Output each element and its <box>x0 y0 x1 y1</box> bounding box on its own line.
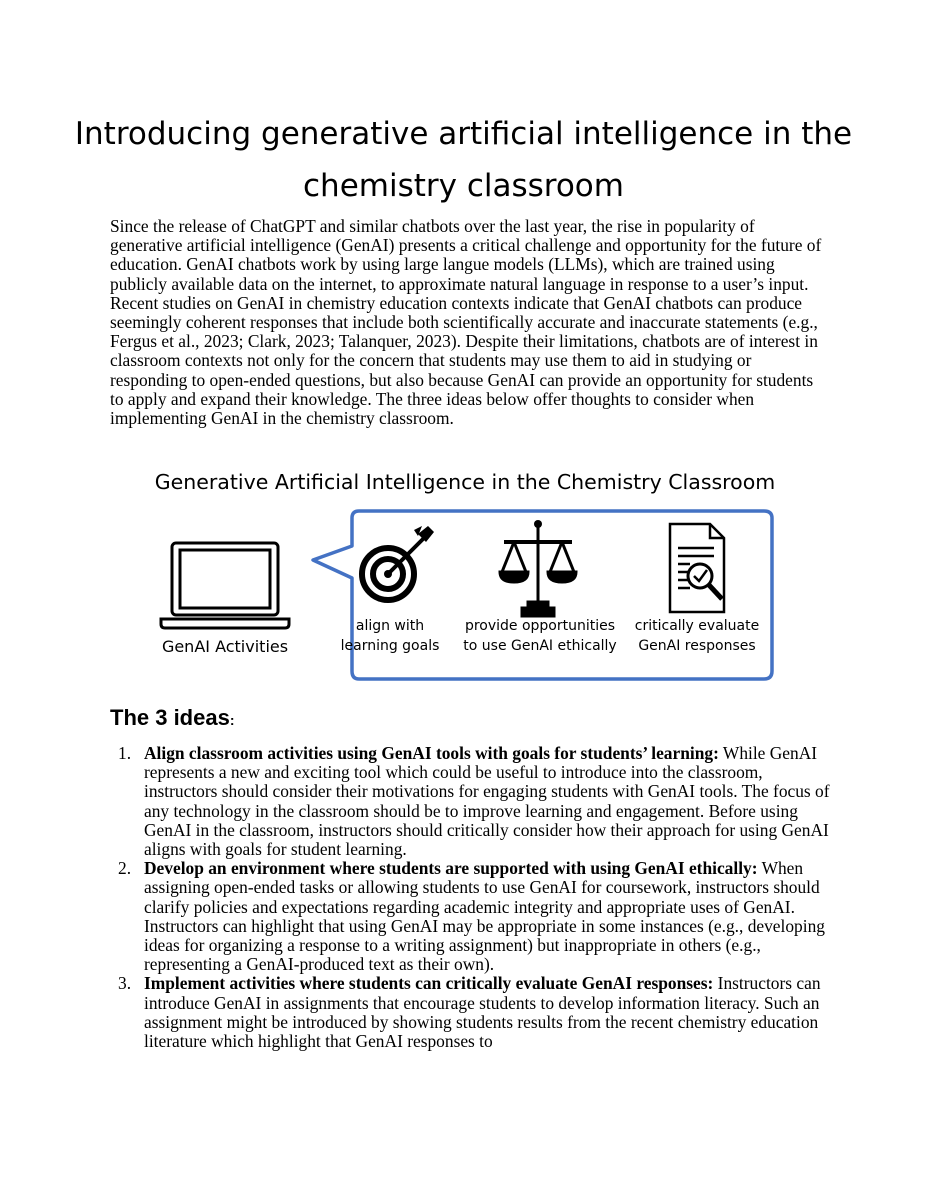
evaluate-label-line1: critically evaluate <box>634 618 760 634</box>
ethics-label <box>450 616 630 656</box>
list-item-text: Instructors can introduce GenAI in assignments that encourage students to develop information literacy. Such an assignment might be introduced by showing students results from the recent chemistry education literature which highlight that GenAI responses to <box>144 973 821 1052</box>
scales-icon <box>500 520 576 616</box>
evaluate-label <box>627 616 767 656</box>
list-item <box>110 974 830 1051</box>
list-item-title: Align classroom activities using GenAI tools with goals for students’ learning: <box>144 743 719 763</box>
list-item-number: 1. <box>118 743 132 763</box>
list-item-number: 3. <box>118 973 132 994</box>
ethics-label-line2: to use GenAI ethically <box>463 638 617 654</box>
page-title: Introducing generative artificial intelligence in the chemistry classroom <box>74 116 853 204</box>
genai-figure <box>150 466 780 681</box>
list-item-title: Develop an environment where students are supported with using GenAI ethically: <box>144 858 758 879</box>
figure-title: Generative Artificial Intelligence in the Chemistry Classroom <box>154 470 776 494</box>
section-heading <box>110 704 235 734</box>
intro-paragraph: Since the release of ChatGPT and similar chatbots over the last year, the rise in popularity of generative artificial intelligence (GenAI) presents a critical challenge and opportunity for the future of education. GenAI chatbots work by using large langue models (LLMs), which are trained using publicly available data on the internet, to approximate natural language in response to a user’s input. Recent studies on GenAI in chemistry education contexts indicate that GenAI chatbots can produce seemingly coherent responses that include both scientifically accurate and inaccurate statements (e.g., Fergus et al., 2023; Clark, 2023; Talanquer, 2023). Despite their limitations, chatbots are of interest in classroom contexts not only for the concern that students may use them to aid in studying or responding to open-ended questions, but also because GenAI can provide an opportunity for students to apply and expand their knowledge. The three ideas below offer thoughts to consider when implementing GenAI in the chemistry classroom. <box>110 216 822 429</box>
laptop-label: GenAI Activities <box>161 637 289 656</box>
list-item <box>110 744 830 859</box>
goals-label-line2: learning goals <box>340 638 440 654</box>
list-item-number: 2. <box>118 858 132 879</box>
section-heading-colon: : <box>229 712 235 728</box>
section-heading-text: The 3 ideas <box>110 705 230 730</box>
ideas-list <box>110 744 830 1051</box>
list-item-title: Implement activities where students can critically evaluate GenAI responses: <box>144 973 714 994</box>
ethics-label-line1: provide opportunities <box>464 618 616 634</box>
laptop-icon <box>161 543 289 628</box>
document-magnifier-icon <box>670 524 724 612</box>
list-item <box>110 859 830 974</box>
evaluate-label-line2: GenAI responses <box>638 638 756 654</box>
list-item-text: When assigning open-ended tasks or allowing students to use GenAI for coursework, instructors should clarify policies and expectations regarding academic integrity and appropriate uses of GenAI. Instructors can highlight that using GenAI may be appropriate in some instances (e.g., developing ideas for organizing a response to a writing assignment) but inappropriate in others (e.g., representing a GenAI-produced text as their own). <box>144 858 825 975</box>
figure-graphic <box>150 506 780 686</box>
list-item-text: While GenAI represents a new and exciting tool which could be useful to introduce into the classroom, instructors should consider their motivations for engaging students with GenAI tools. The focus of any technology in the classroom should be to improve learning and engagement. Before using GenAI in the classroom, instructors should critically consider how their approach for using GenAI aligns with goals for student learning. <box>144 743 830 860</box>
goals-label <box>325 616 455 656</box>
goals-label-line1: align with <box>355 618 425 634</box>
target-icon <box>362 526 434 600</box>
